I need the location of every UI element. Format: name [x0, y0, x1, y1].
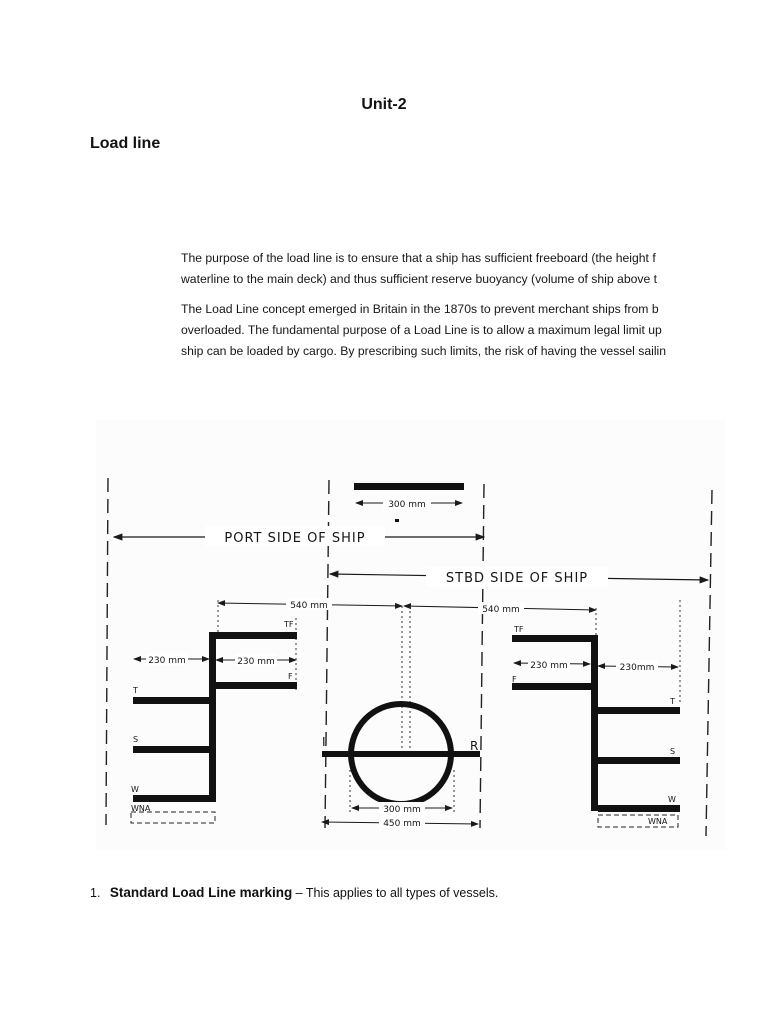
stbd-mark-wna: WNA [648, 817, 668, 826]
ring-right-letter: R [470, 739, 479, 753]
load-line-figure [96, 420, 726, 850]
port-230-left-label: 230 mm [148, 656, 186, 666]
plimsoll-bar [322, 751, 480, 757]
stbd-side-label: STBD SIDE OF SHIP [445, 571, 589, 586]
deck-line [354, 483, 464, 490]
ring-bar-length-label: 450 mm [383, 819, 421, 829]
port-side-label: PORT SIDE OF SHIP [224, 531, 366, 546]
list-item-title: Standard Load Line marking [109, 885, 293, 900]
stbd-mark-t: T [670, 697, 675, 706]
stbd-mark-f: F [512, 675, 517, 684]
stbd-230-right-label: 230mm [619, 663, 655, 673]
port-230-right-label: 230 mm [237, 657, 275, 667]
paragraph-line: The purpose of the load line is to ensure that a ship has sufficient freeboard (the height f [181, 251, 656, 265]
load-line-diagram [96, 420, 726, 850]
stbd-mark-w: W [668, 795, 676, 804]
intro-text-box [181, 248, 680, 360]
paragraph-line: overloaded. The fundamental purpose of a Load Line is to allow a maximum legal limit up [181, 323, 662, 337]
paragraph-line: ship can be loaded by cargo. By prescribing such limits, the risk of having the vessel sailin [181, 344, 667, 358]
port-mark-s: S [133, 735, 139, 744]
ring-diameter-label: 300 mm [383, 805, 421, 815]
paragraph-1 [181, 248, 680, 290]
stbd-230-left-label: 230 mm [530, 661, 568, 671]
port-mark-f: F [288, 672, 293, 681]
stbd-mark-s: S [670, 747, 676, 756]
paragraph-2 [181, 299, 680, 360]
deck-line-width-label: 300 mm [388, 500, 426, 510]
list-item-number: 1. [90, 886, 101, 900]
list-item-text: – This applies to all types of vessels. [292, 886, 499, 900]
unit-title: Unit-2 [361, 96, 407, 113]
stbd-540-label: 540 mm [482, 605, 520, 615]
paragraph-line: waterline to the main deck) and thus sufficient reserve buoyancy (volume of ship above t [181, 272, 658, 286]
list-item [90, 885, 498, 900]
port-mark-wna: WNA [131, 804, 151, 813]
paragraph-line: The Load Line concept emerged in Britain in the 1870s to prevent merchant ships from b [181, 302, 659, 316]
port-mark-w: W [131, 785, 139, 794]
port-mark-tf: TF [284, 620, 294, 629]
section-heading: Load line [90, 135, 161, 152]
stbd-mark-tf: TF [514, 625, 524, 634]
port-540-label: 540 mm [290, 601, 328, 611]
ring-left-letter: I [322, 735, 326, 749]
port-mark-t: T [133, 686, 138, 695]
